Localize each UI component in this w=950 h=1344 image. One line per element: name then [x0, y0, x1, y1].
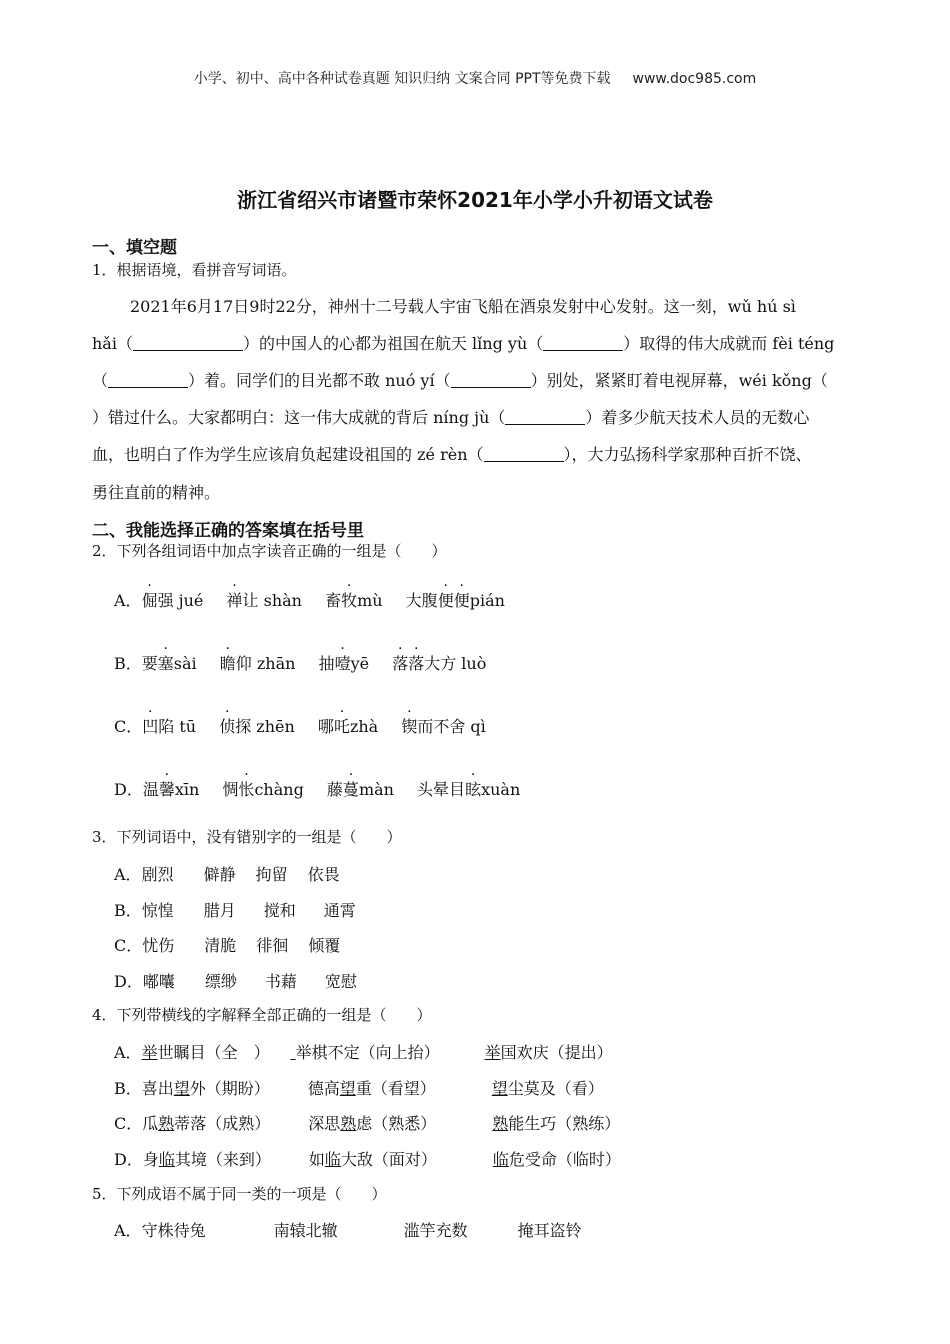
q4-option-c[interactable]: C．瓜熟蒂落（成熟） 深思熟虑（熟悉） 熟能生巧（熟练） [114, 1114, 621, 1133]
blank-5[interactable] [505, 408, 585, 425]
q1-stem: 1．根据语境，看拼音写词语。 [92, 261, 297, 279]
header-site[interactable]: www.doc985.com [632, 71, 757, 87]
q5-stem: 5．下列成语不属于同一类的一项是（ ） [92, 1185, 387, 1203]
q2-option-b[interactable]: B．要塞sài 瞻仰 zhān 抽噎yē 落落大方 luò [114, 654, 487, 673]
header-text: 小学、初中、高中各种试卷真题 知识归纳 文案合同 PPT等免费下载 [193, 71, 611, 87]
q1-line-5: 血，也明白了作为学生应该肩负起建设祖国的 zé rèn（ ），大力弘扬科学家那种百折不饶、 [92, 445, 812, 464]
blank-3[interactable] [108, 371, 188, 388]
q3-option-b[interactable]: B．惊惶 腊月 搅和 通霄 [114, 901, 356, 920]
blank-4[interactable] [451, 371, 531, 388]
q3-option-a[interactable]: A．剧烈 僻静 拘留 依畏 [114, 865, 340, 884]
q3-option-d[interactable]: D．嘟囔 缥缈 书藉 宽慰 [114, 972, 357, 991]
q1-line-4: ）错过什么。大家都明白：这一伟大成就的背后 níng jù（ ）着多少航天技术人员的无数心 [92, 408, 810, 427]
q1-line-6: 勇往直前的精神。 [92, 483, 221, 502]
q3-stem: 3．下列词语中，没有错别字的一组是（ ） [92, 828, 402, 846]
q1-line-2: hǎi（ ）的中国人的心都为祖国在航天 lǐng yù（ ）取得的伟大成就而 fèi téng [92, 334, 835, 353]
section-heading-choice: 二、我能选择正确的答案填在括号里 [92, 521, 364, 541]
page-title: 浙江省绍兴市诸暨市荣怀2021年小学小升初语文试卷 [237, 188, 713, 212]
q1-line-1: 2021年6月17日9时22分，神州十二号载人宇宙飞船在酒泉发射中心发射。这一刻，wǔ hú sì [130, 297, 796, 316]
q4-option-b[interactable]: B．喜出望外（期盼） 德高望重（看望） 望尘莫及（看） [114, 1079, 604, 1098]
q3-option-c[interactable]: C．忧伤 清脆 徘徊 倾覆 [114, 936, 341, 955]
q5-option-a[interactable]: A．守株待兔 南辕北辙 滥竽充数 掩耳盗铃 [114, 1221, 582, 1240]
section-heading-fill-blank: 一、填空题 [92, 238, 177, 258]
q1-line-3: （ ）着。同学们的目光都不敢 nuó yí（ ）别处，紧紧盯着电视屏幕，wéi kǒng（ [92, 371, 828, 390]
blank-2[interactable] [543, 334, 623, 351]
page-header [0, 68, 950, 88]
blank-6[interactable] [484, 445, 564, 462]
q2-option-d[interactable]: D．温馨xīn 惆怅chàng 藤蔓màn 头晕目眩xuàn [114, 780, 521, 799]
q2-option-a[interactable]: A．倔强 jué 禅让 shàn 畜牧mù 大腹便便pián [114, 591, 505, 610]
q4-option-d[interactable]: D．身临其境（来到） 如临大敌（面对） 临危受命（临时） [114, 1150, 621, 1169]
q2-option-c[interactable]: C．凹陷 tū 侦探 zhēn 哪吒zhà 锲而不舍 qì [114, 717, 486, 736]
q2-stem: 2．下列各组词语中加点字读音正确的一组是（ ） [92, 542, 447, 560]
blank-1[interactable] [133, 334, 243, 351]
q4-option-a[interactable]: A．举世瞩目（全 ） 举棋不定（向上抬） 举国欢庆（提出） [114, 1043, 613, 1062]
q4-stem: 4．下列带横线的字解释全部正确的一组是（ ） [92, 1006, 432, 1024]
